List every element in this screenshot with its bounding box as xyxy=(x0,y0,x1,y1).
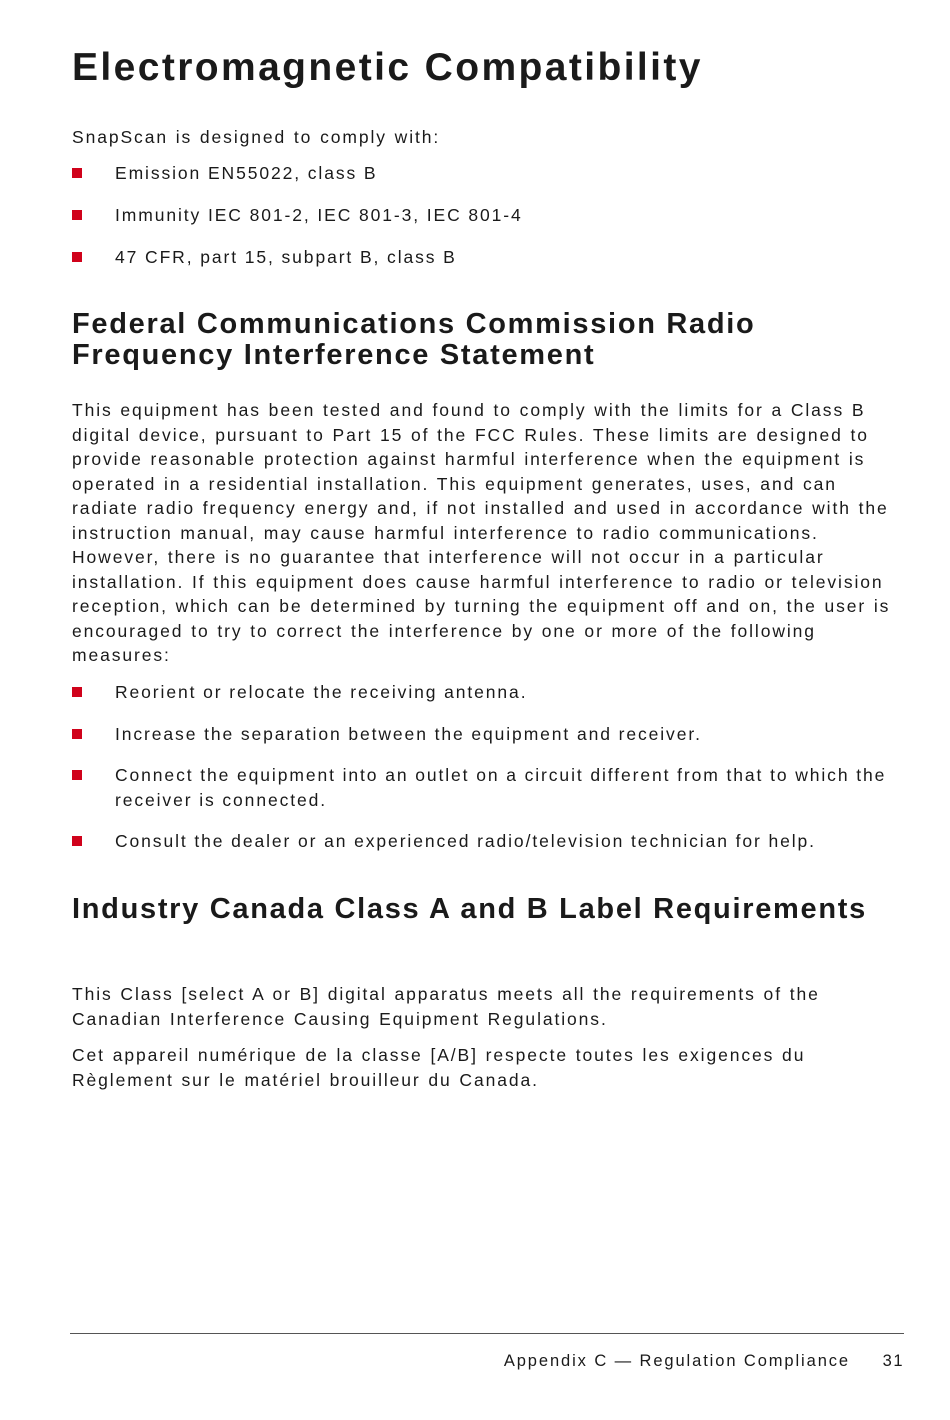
canada-english-statement: This Class [select A or B] digital apparatus meets all the requirements of the Canadian Interference Causing Equipment Regulations. xyxy=(72,984,820,1029)
bullet-square-icon xyxy=(72,836,82,846)
emc-intro: SnapScan is designed to comply with: xyxy=(72,127,441,147)
canada-heading: Industry Canada Class A and B Label Requirements xyxy=(72,893,867,925)
page-number: 31 xyxy=(882,1352,904,1370)
page-title: Electromagnetic Compatibility xyxy=(72,46,703,89)
bullet-square-icon xyxy=(72,729,82,739)
fcc-body: This equipment has been tested and found to comply with the limits for a Class B digital device, pursuant to Part 15 of the FCC Rules. These limits are designed to provide reasonable protection against harmful interference when the equipment is operated in a residential installation. This equipment generates, uses, and can radiate radio frequency energy and, if not installed and used in accordance with the instruction manual, may cause harmful interference to radio communications. However, there is no guarantee that interference will not occur in a particular installation. If this equipment does cause harmful interference to radio or television reception, which can be determined by turning the equipment off and on, the user is encouraged to try to correct the interference by one or more of the following measures: xyxy=(72,400,891,665)
fcc-heading: Federal Communications Commission Radio Frequency Interference Statement xyxy=(72,308,756,371)
canada-french-statement: Cet appareil numérique de la classe [A/B] respecte toutes les exigences du Règlement sur le matériel brouilleur du Canada. xyxy=(72,1045,806,1090)
bullet-square-icon xyxy=(72,770,82,780)
bullet-square-icon xyxy=(72,210,82,220)
bullet-square-icon xyxy=(72,687,82,697)
footer-section-title: Appendix C — Regulation Compliance xyxy=(503,1352,850,1370)
bullet-square-icon xyxy=(72,252,82,262)
bullet-square-icon xyxy=(72,168,82,178)
footer-divider xyxy=(70,1333,904,1334)
